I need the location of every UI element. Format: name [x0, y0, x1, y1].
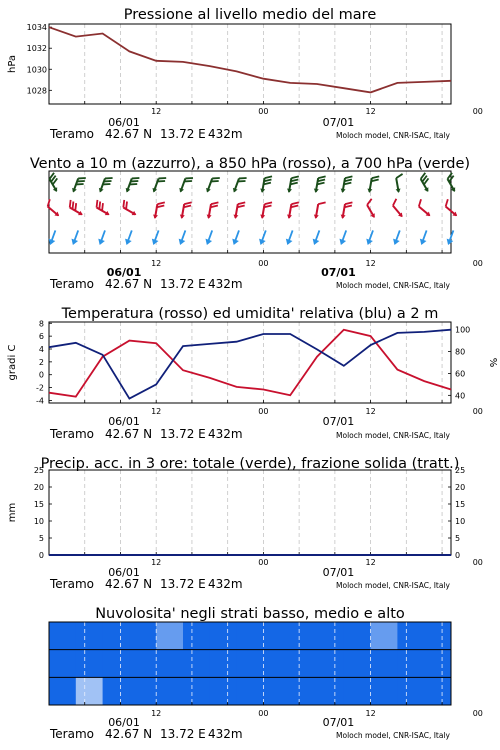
arrow-head	[391, 239, 399, 247]
cloud-cell	[129, 677, 156, 705]
cloud-cell	[290, 622, 317, 650]
cloud-cell	[183, 677, 210, 705]
arrow-head	[123, 239, 131, 247]
barb-feather	[318, 201, 325, 205]
x-tick-label: 00	[258, 259, 269, 268]
wind-barb-850	[66, 200, 86, 217]
wind-barb-700	[124, 175, 139, 195]
date-label: 06/01	[108, 716, 140, 729]
cloud-cell	[76, 677, 103, 705]
barb-feather	[132, 176, 140, 181]
wind-barb-850	[286, 201, 298, 220]
wind-barb-700	[367, 175, 379, 194]
cloud-cell	[290, 677, 317, 705]
model-credit: Moloch model, CNR-ISAC, Italy	[336, 431, 450, 440]
arrow-head	[364, 239, 372, 247]
barb-feather	[239, 176, 247, 181]
x-tick-label: 12	[365, 259, 376, 268]
model-credit: Moloch model, CNR-ISAC, Italy	[336, 131, 450, 140]
panel-title: Nuvolosita' negli strati basso, medio e alto	[95, 606, 405, 622]
barb-head	[98, 188, 104, 193]
wind-barb-700	[178, 175, 193, 195]
y-tick-label: 0	[38, 551, 44, 560]
arrow-head	[257, 239, 265, 247]
wind-arrow-10m	[96, 229, 108, 246]
barb-head	[260, 189, 266, 194]
wind-barb-700	[313, 175, 325, 194]
x-tick-label: 12	[151, 558, 162, 567]
cloud-cell	[237, 622, 264, 650]
station-alt: 432m	[208, 577, 243, 591]
cloud-cell	[397, 622, 424, 650]
barb-head	[286, 189, 292, 194]
x-tick-label: 00	[472, 709, 483, 718]
arrow-head	[284, 239, 292, 247]
wind-arrow-10m	[177, 229, 189, 246]
barb-head	[206, 215, 212, 220]
cloud-cell	[103, 622, 130, 650]
x-tick-label: 00	[472, 107, 483, 116]
cloud-cell	[371, 677, 398, 705]
y-tick-label: 5	[38, 534, 44, 543]
barb-head	[396, 189, 402, 194]
wind-barb-700	[260, 175, 272, 194]
y-tick-label: 10	[33, 517, 44, 526]
cloud-cell	[129, 650, 156, 678]
wind-barb-850	[233, 201, 245, 220]
y2-tick-label: 25	[455, 466, 466, 475]
station-name: Teramo	[50, 577, 94, 591]
arrow-head	[338, 239, 346, 247]
barb-feather	[265, 175, 272, 179]
y-tick-label: 25	[33, 466, 44, 475]
y2-tick-label: 80	[455, 347, 466, 357]
y-axis-label: gradi C	[7, 344, 18, 381]
cloud-cell	[317, 650, 344, 678]
cloud-cell	[49, 622, 76, 650]
wind-barb-850	[119, 200, 139, 217]
x-tick-label: 12	[365, 709, 376, 718]
arrow-head	[418, 239, 426, 247]
wind-barb-700	[205, 175, 220, 195]
wind-barb-850	[389, 199, 408, 219]
panel-title: Temperatura (rosso) ed umidita' relativa (blu) a 2 m	[61, 306, 439, 322]
date-label: 06/01	[108, 415, 140, 428]
temperature-line	[49, 330, 451, 397]
wind-barb-850	[44, 199, 64, 218]
y-tick-label: 4	[38, 345, 44, 354]
station-name: Teramo	[50, 277, 94, 291]
plot-frame	[49, 24, 451, 104]
wind-barb-700	[151, 175, 166, 195]
pressure-line	[49, 27, 451, 92]
date-label: 06/01	[108, 116, 140, 129]
cloud-cell	[371, 622, 398, 650]
station-lat: 42.67 N	[105, 427, 153, 441]
x-tick-label: 12	[151, 407, 162, 416]
y-tick-label: 8	[38, 319, 44, 329]
cloud-cell	[49, 650, 76, 678]
panel-4	[7, 456, 483, 591]
x-tick-label: 12	[151, 709, 162, 718]
station-lat: 42.67 N	[105, 727, 153, 741]
wind-barb-700	[71, 175, 86, 195]
model-credit: Moloch model, CNR-ISAC, Italy	[336, 281, 450, 290]
barb-head	[205, 188, 211, 193]
barb-head	[179, 215, 185, 220]
station-lat: 42.67 N	[105, 577, 153, 591]
y2-tick-label: 60	[455, 369, 466, 379]
x-tick-label: 00	[258, 709, 269, 718]
wind-barb-700	[444, 173, 461, 193]
wind-barb-850	[260, 201, 272, 220]
cloud-cell	[183, 650, 210, 678]
wind-barb-850	[152, 201, 164, 220]
wind-arrow-10m	[391, 229, 403, 246]
wind-barb-700	[286, 175, 298, 194]
date-label: 06/01	[106, 266, 142, 279]
barb-feather	[238, 201, 245, 205]
cloud-cell	[263, 650, 290, 678]
station-lon: 13.72 E	[160, 277, 206, 291]
cloud-cell	[263, 622, 290, 650]
barb-head	[367, 189, 373, 194]
y-tick-label: 1028	[26, 86, 47, 96]
barb-head	[152, 215, 158, 220]
y-tick-label: 0	[38, 370, 44, 380]
arrow-head	[96, 239, 104, 247]
station-alt: 432m	[208, 127, 243, 141]
panel-3	[7, 306, 498, 441]
wind-barb-700	[232, 175, 247, 195]
station-name: Teramo	[50, 127, 94, 141]
y2-tick-label: 0	[455, 551, 461, 560]
barb-feather	[345, 175, 352, 179]
y-axis-label: mm	[7, 502, 18, 523]
date-label: 06/01	[108, 566, 140, 579]
barb-feather	[366, 199, 374, 205]
barb-head	[340, 189, 346, 194]
panel-title: Pressione al livello medio del mare	[123, 7, 377, 23]
station-lon: 13.72 E	[160, 427, 206, 441]
wind-arrow-10m	[311, 229, 323, 246]
station-alt: 432m	[208, 427, 243, 441]
y2-tick-label: 100	[455, 325, 471, 335]
arrow-head	[177, 239, 185, 247]
barb-feather	[211, 201, 218, 205]
wind-arrow-10m	[338, 229, 350, 246]
cloud-cell	[129, 622, 156, 650]
cloud-cell	[397, 650, 424, 678]
barb-feather	[443, 199, 450, 206]
panel-title: Precip. acc. in 3 ore: totale (verde), frazione solida (tratt.)	[40, 456, 460, 472]
barb-feather	[345, 201, 352, 205]
wind-barb-850	[415, 199, 435, 218]
date-label: 07/01	[321, 266, 356, 279]
barb-feather	[159, 176, 167, 181]
barb-head	[260, 215, 266, 220]
x-tick-label: 12	[365, 107, 376, 116]
barb-feather	[157, 201, 164, 205]
station-lon: 13.72 E	[160, 727, 206, 741]
y2-tick-label: 40	[455, 391, 466, 401]
y2-tick-label: 5	[455, 534, 461, 543]
station-name: Teramo	[50, 727, 94, 741]
station-lat: 42.67 N	[105, 127, 153, 141]
cloud-cell	[210, 622, 237, 650]
barb-feather	[291, 175, 298, 179]
station-alt: 432m	[208, 277, 243, 291]
x-tick-label: 00	[472, 259, 483, 268]
y2-tick-label: 10	[455, 517, 466, 526]
station-lat: 42.67 N	[105, 277, 153, 291]
wind-barb-850	[179, 201, 191, 220]
barb-feather	[184, 201, 191, 205]
barb-feather	[265, 201, 272, 205]
barb-head	[340, 215, 346, 220]
panel-2	[30, 156, 483, 291]
cloud-cell	[237, 650, 264, 678]
barb-head	[71, 188, 77, 193]
x-tick-label: 00	[258, 558, 269, 567]
wind-barb-700	[417, 173, 434, 193]
wind-arrow-10m	[123, 229, 135, 246]
cloud-cell	[210, 650, 237, 678]
wind-barb-700	[340, 175, 352, 194]
x-tick-label: 12	[151, 259, 162, 268]
y-tick-label: 2	[38, 357, 44, 367]
wind-arrow-10m	[70, 229, 82, 246]
arrow-head	[445, 239, 453, 247]
barb-head	[124, 188, 130, 193]
cloud-cell	[76, 622, 103, 650]
y-tick-label: 6	[38, 332, 44, 342]
wind-barb-850	[206, 201, 218, 220]
barb-feather	[212, 176, 220, 181]
arrow-head	[47, 239, 55, 247]
date-label: 07/01	[322, 566, 355, 579]
x-tick-label: 12	[365, 558, 376, 567]
wind-arrow-10m	[284, 229, 296, 246]
barb-head	[313, 215, 319, 220]
station-alt: 432m	[208, 727, 243, 741]
cloud-cell	[183, 622, 210, 650]
cloud-cell	[290, 650, 317, 678]
cloud-cell	[424, 677, 451, 705]
y2-axis-label: %	[487, 357, 498, 368]
x-tick-label: 12	[151, 107, 162, 116]
station-lon: 13.72 E	[160, 127, 206, 141]
wind-barb-850	[313, 201, 325, 220]
barb-head	[233, 215, 239, 220]
y2-tick-label: 15	[455, 500, 466, 509]
cloud-cell	[344, 650, 371, 678]
cloud-cell	[156, 622, 183, 650]
barb-head	[286, 215, 292, 220]
arrow-head	[70, 239, 78, 247]
barb-feather	[372, 175, 379, 179]
y-tick-label: -4	[36, 396, 44, 406]
x-tick-label: 00	[258, 107, 269, 116]
cloud-heatmap	[49, 622, 452, 705]
cloud-cell	[103, 650, 130, 678]
wind-arrow-10m	[230, 229, 242, 246]
plot-frame	[49, 470, 451, 555]
arrow-head	[150, 239, 158, 247]
cloud-cell	[397, 677, 424, 705]
arrow-head	[311, 239, 319, 247]
barb-feather	[291, 201, 298, 205]
y-axis-label: hPa	[7, 54, 18, 74]
y-tick-label: 1034	[26, 23, 47, 33]
barb-feather	[105, 176, 113, 181]
barb-feather	[396, 174, 403, 178]
cloud-cell	[156, 677, 183, 705]
y-tick-label: 20	[33, 483, 44, 492]
date-label: 07/01	[322, 116, 355, 129]
arrow-head	[230, 239, 238, 247]
wind-barb-850	[363, 199, 380, 219]
wind-barb-700	[98, 175, 113, 195]
date-label: 07/01	[322, 716, 355, 729]
cloud-cell	[210, 677, 237, 705]
y-tick-label: 1030	[26, 65, 47, 75]
cloud-cell	[237, 677, 264, 705]
cloud-cell	[317, 677, 344, 705]
x-tick-label: 00	[258, 407, 269, 416]
y-tick-label: 15	[33, 500, 44, 509]
cloud-cell	[424, 650, 451, 678]
cloud-cell	[424, 622, 451, 650]
y2-tick-label: 20	[455, 483, 466, 492]
cloud-cell	[344, 622, 371, 650]
date-label: 07/01	[322, 415, 355, 428]
wind-barb-850	[93, 200, 113, 217]
x-tick-label: 00	[472, 407, 483, 416]
cloud-cell	[76, 650, 103, 678]
x-tick-label: 00	[472, 558, 483, 567]
wind-barb-700	[393, 174, 405, 193]
station-name: Teramo	[50, 427, 94, 441]
cloud-cell	[103, 677, 130, 705]
panel-title: Vento a 10 m (azzurro), a 850 hPa (rosso), a 700 hPa (verde)	[29, 156, 471, 172]
barb-head	[313, 189, 319, 194]
barb-head	[232, 188, 238, 193]
barb-feather	[417, 199, 424, 206]
wind-barb-850	[442, 199, 462, 218]
wind-barb-700	[46, 173, 63, 193]
y-tick-label: -2	[36, 383, 44, 393]
wind-arrow-10m	[204, 229, 216, 246]
panel-1	[7, 7, 483, 141]
barb-head	[178, 188, 184, 193]
cloud-cell	[344, 677, 371, 705]
barb-feather	[391, 199, 398, 206]
barb-feather	[45, 199, 52, 206]
model-credit: Moloch model, CNR-ISAC, Italy	[336, 731, 450, 740]
station-lon: 13.72 E	[160, 577, 206, 591]
model-credit: Moloch model, CNR-ISAC, Italy	[336, 581, 450, 590]
x-tick-label: 12	[365, 407, 376, 416]
wind-arrow-10m	[418, 229, 430, 246]
wind-barb-850	[340, 201, 352, 220]
cloud-cell	[263, 677, 290, 705]
y-tick-label: 1032	[26, 44, 47, 54]
cloud-cell	[156, 650, 183, 678]
cloud-cell	[49, 677, 76, 705]
barb-feather	[318, 175, 325, 179]
cloud-cell	[317, 622, 344, 650]
arrow-head	[204, 239, 212, 247]
cloud-cell	[371, 650, 398, 678]
